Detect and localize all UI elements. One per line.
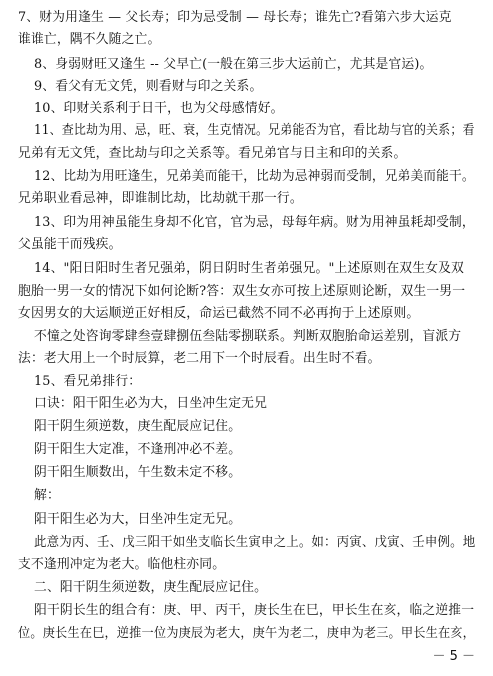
section-heading: 二、阳干阴生须逆数，庚生配辰应记住。	[34, 580, 268, 595]
text-line: 10、印财关系利于日干，也为父母感情好。	[34, 101, 284, 117]
text-line: 谁谁亡，隅不久随之亡。	[18, 31, 161, 47]
text-line: 女因男女的大运顺逆正好相反，命运已截然不同不必再拘于上述原则。	[18, 305, 420, 321]
text-line: 位。庚长生在巳，逆推一位为庚辰为老大，庚午为老二，庚申为老三。甲长生在亥，	[18, 626, 476, 642]
text-line: 解：	[34, 488, 60, 504]
text-line: 9、看父有无文凭，则看财与印之关系。	[34, 78, 263, 94]
text-line: 此意为丙、壬、戊三阳干如坐支临长生寅申之上。如：丙寅、戊寅、壬申例。地	[34, 534, 476, 550]
text-line: 不憧之处咨询零肆叁壹肆捌伍叁陆零捌联系。判断双胞胎命运差别，盲派方	[34, 329, 462, 344]
text-line: 阳干阳生必为大，日坐冲生定无兄。	[34, 511, 242, 527]
text-line: 阴干阳生大定准，不逢刑冲必不差。	[34, 442, 242, 458]
text-line: 8、身弱财旺又逢生 -- 父早亡(一般在第三步大运前亡，尤其是官运)。	[34, 56, 433, 72]
text-line: 阴干阳生顺数出，午生数未定不移。	[34, 465, 242, 481]
text-line: 14、"阳日阳时生者兄强弟，阴日阴时生者弟强兄。"上述原则在双生女及双	[34, 261, 465, 277]
text-line: 13、印为用神虽能生身却不化官，官为忌，母每年病。财为用神虽耗却受制，	[34, 215, 475, 230]
section-heading: 15、看兄弟排行：	[34, 373, 142, 389]
text-line: 支不逢刑冲定为老大。临他柱亦同。	[18, 556, 226, 572]
text-line: 阳干阴长生的组合有：庚、甲、丙干，庚长生在巳，甲长生在亥，临之逆推一	[34, 603, 475, 619]
text-line: 口诀：阳干阳生必为大，日坐冲生定无兄	[34, 395, 268, 411]
text-line: 12、比劫为用旺逢生，兄弟美而能干，比劫为忌神弱而受制，兄弟美而能干。	[34, 168, 475, 184]
text-line: 阳干阴生须逆数，庚生配辰应记住。	[34, 419, 242, 434]
text-line: 11、查比劫为用、忌，旺、衰，生克情况。兄弟能否为官，看比劫与官的关系；看	[34, 123, 475, 139]
text-line: 7、财为用逢生 — 父长寿；印为忌受制 — 母长寿；谁先亡?看第六步大运克	[18, 10, 452, 26]
page-number: － 5 －	[432, 649, 475, 664]
text-line: 胞胎一男一女的情况下如何论断?答：双生女亦可按上述原则论断，双生一男一	[18, 283, 466, 299]
text-line: 兄弟职业看忌神，即谁制比劫，比劫就干那一行。	[18, 191, 303, 207]
text-line: 兄弟有无文凭，查比劫与印之关系等。看兄弟官与日主和印的关系。	[18, 145, 407, 161]
text-line: 父虽能干而残疾。	[18, 237, 122, 253]
text-line: 法：老大用上一个时辰算，老二用下一个时辰看。出生时不看。	[18, 351, 381, 367]
